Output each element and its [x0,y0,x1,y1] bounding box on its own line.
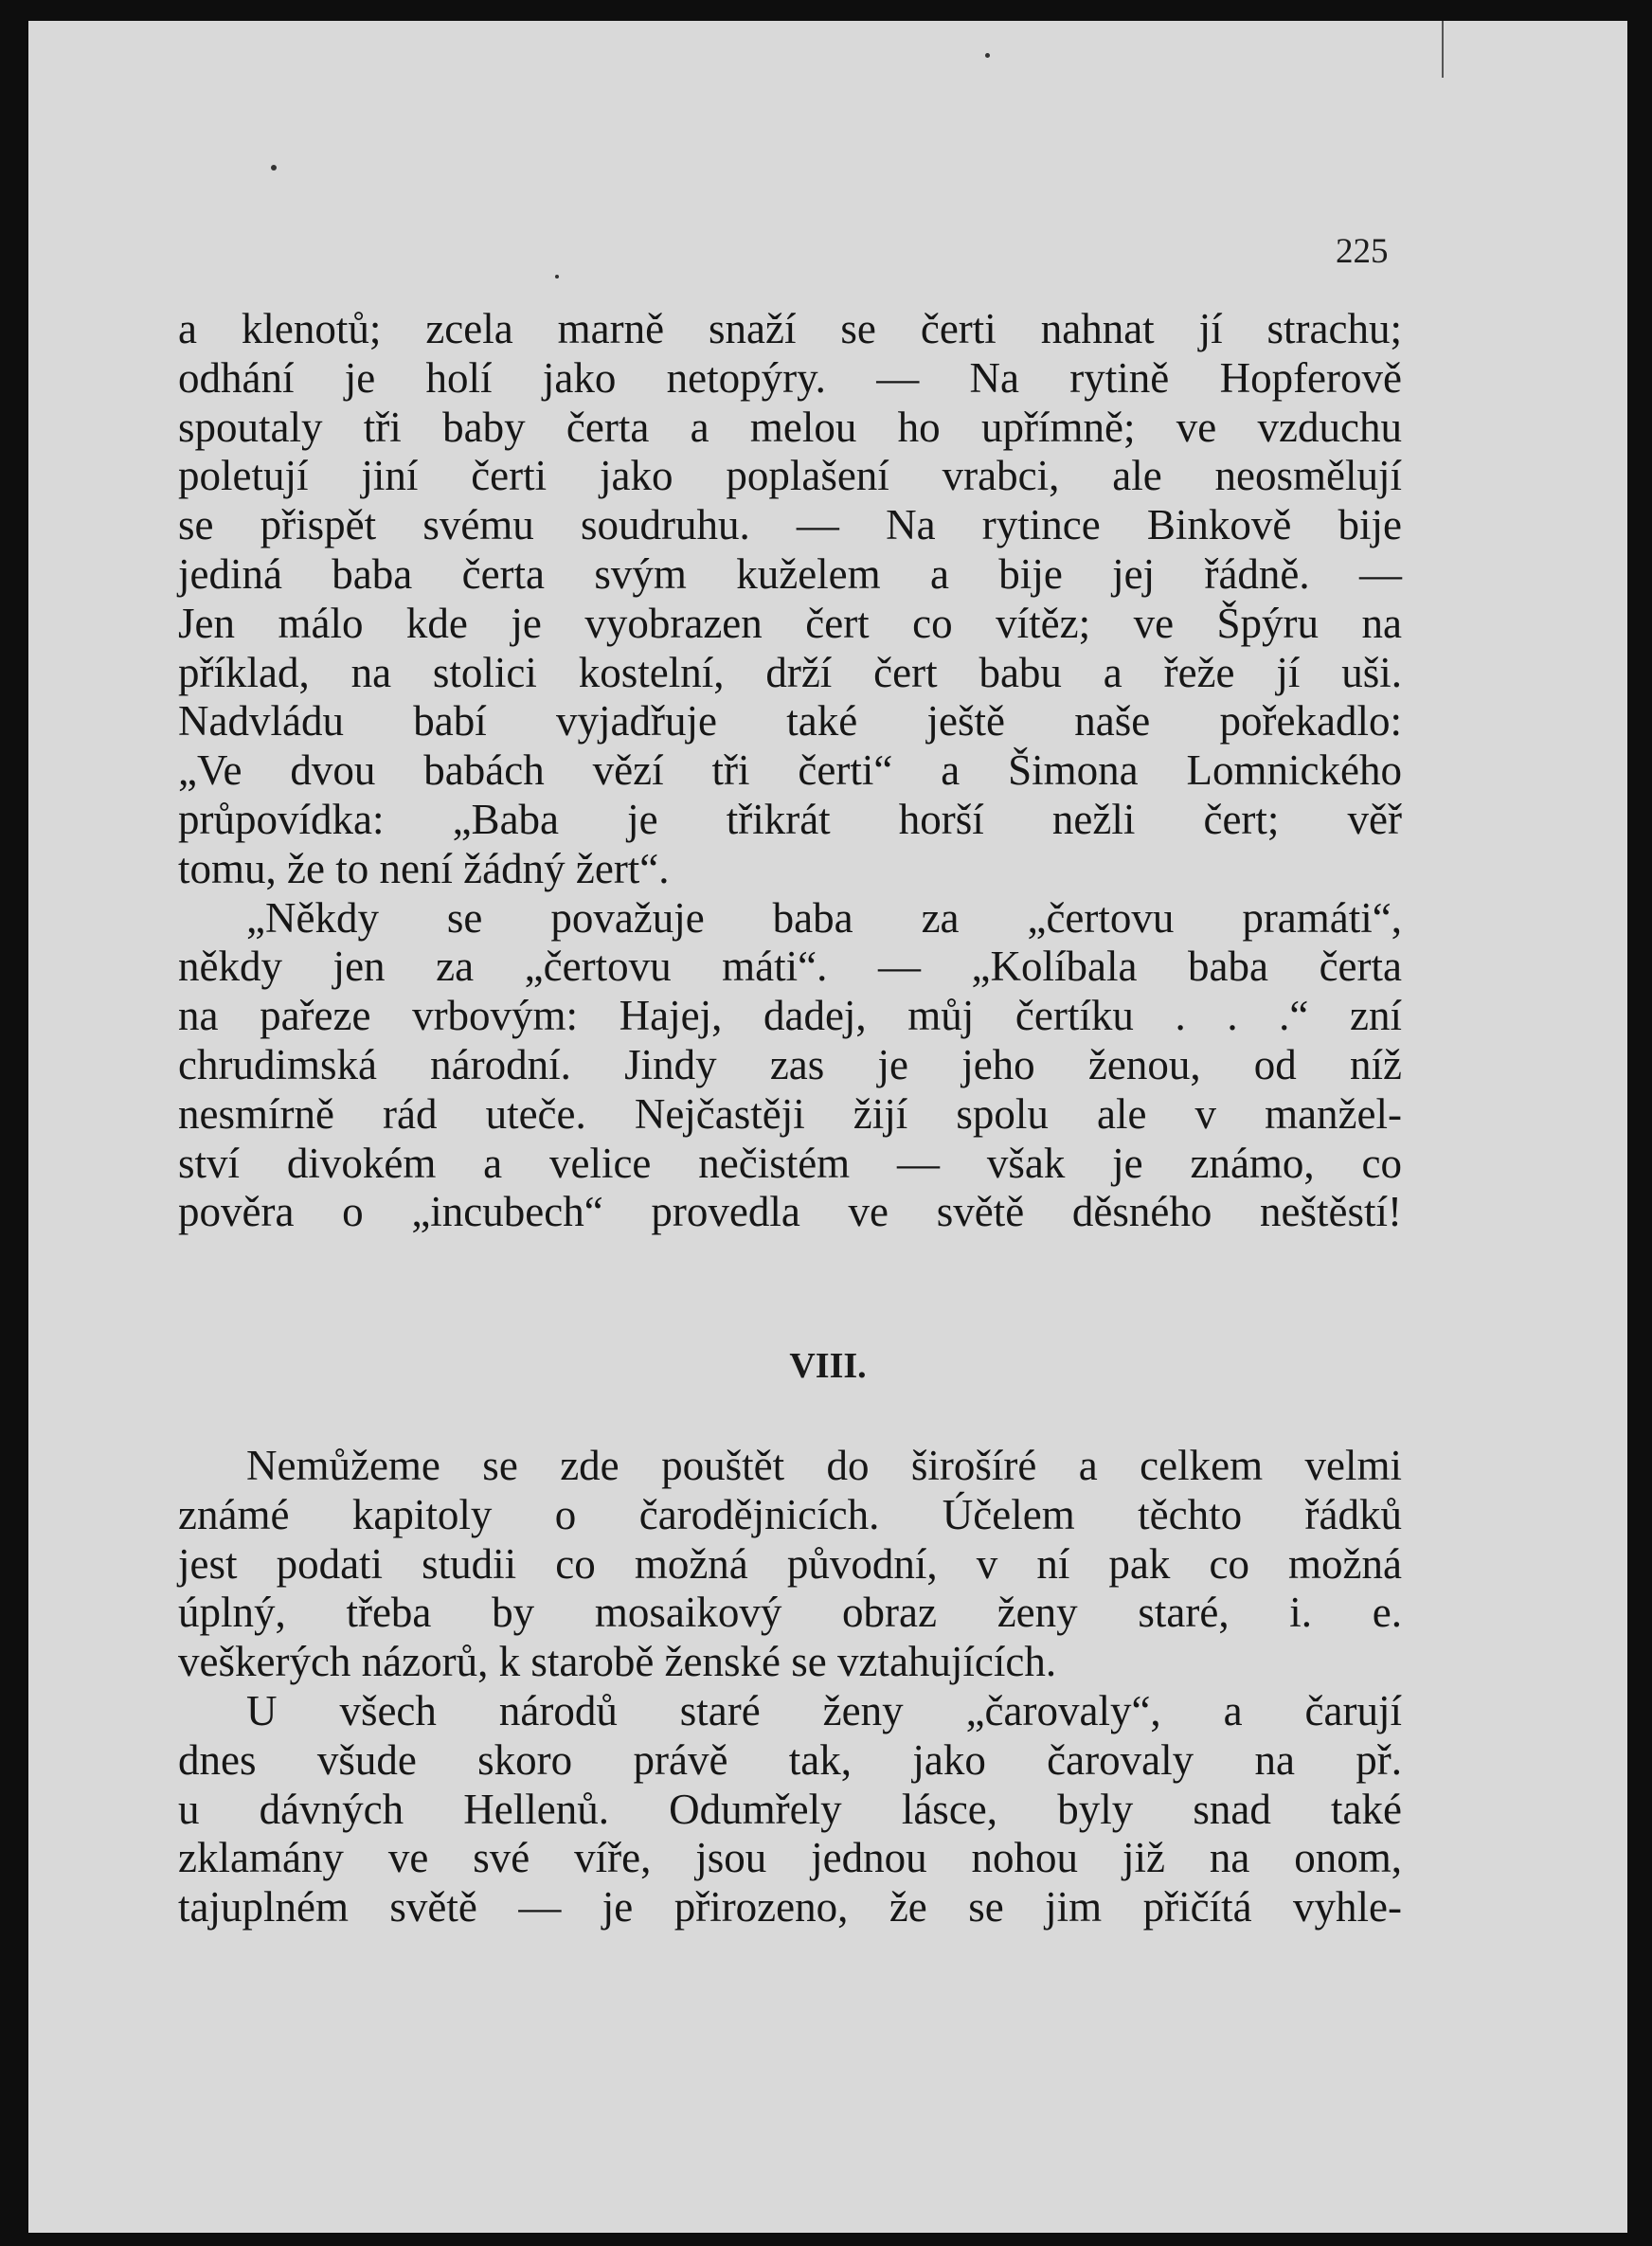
text-line: poletují jiní čerti jako poplašení vrabci, ale neosmělují [178,452,1402,500]
text-line: Jen málo kde je vyobrazen čert co vítěz; ve Špýru na [178,599,1402,647]
text-line: „Ve dvou babách vězí tři čerti“ a Šimona Lomnického [178,746,1402,795]
text-line: příklad, na stolici kostelní, drží čert babu a řeže jí uši. [178,648,1402,696]
text-line: na pařeze vrbovým: Hajej, dadej, můj čertíku . . .“ zní [178,992,1402,1040]
scan-speck [985,53,990,58]
text-line: spoutaly tři baby čerta a melou ho upřímně; ve vzduchu [178,403,1402,451]
text-line: jest podati studii co možná původní, v ní pak co možná [178,1539,1402,1588]
text-line: Nadvládu babí vyjadřuje také ještě naše pořekadlo: [178,697,1402,746]
text-line: veškerých názorů, k starobě ženské se vztahujících. [178,1638,1057,1686]
text-line: odhání je holí jako netopýry. — Na rytině Hopferově [178,353,1402,402]
text-line: úplný, třeba by mosaikový obraz ženy staré, i. e. [178,1589,1402,1637]
text-line: „Někdy se považuje baba za „čertovu pramáti“, [246,893,1402,942]
text-line: tomu, že to není žádný žert“. [178,844,670,892]
text-line: chrudimská národní. Jindy zas je jeho ženou, od níž [178,1040,1402,1088]
scan-speck [271,165,277,171]
section-heading: VIII. [789,1346,867,1386]
text-block-top [178,305,1402,1237]
text-line: nesmírně rád uteče. Nejčastěji žijí spolu ale v manžel- [178,1089,1402,1138]
text-line: a klenotů; zcela marně snaží se čerti nahnat jí strachu; [178,305,1402,352]
scan-edge-mark [1442,21,1444,78]
text-line: se přispět svému soudruhu. — Na rytince Binkově bije [178,501,1402,549]
text-block-bottom [178,1442,1402,1932]
text-line: průpovídka: „Baba je třikrát horší nežli čert; věř [178,795,1402,843]
text-line: zklamány ve své víře, jsou jednou nohou již na onom, [178,1834,1402,1882]
book-page [28,21,1627,2233]
text-line: U všech národů staré ženy „čarovaly“, a čarují [246,1686,1402,1734]
text-line: dnes všude skoro právě tak, jako čarovaly na př. [178,1735,1402,1784]
scan-speck [555,275,559,279]
text-line: u dávných Hellenů. Odumřely lásce, byly snad také [178,1785,1402,1833]
text-line: pověra o „incubech“ provedla ve světě děsného neštěstí! [178,1188,1402,1236]
page-number: 225 [1336,232,1389,271]
text-line: ství divokém a velice nečistém — však je známo, co [178,1139,1402,1187]
text-line: známé kapitoly o čarodějnicích. Účelem těchto řádků [178,1490,1402,1538]
text-line: Nemůžeme se zde pouštět do širošíré a celkem velmi [246,1442,1402,1489]
text-line: jediná baba čerta svým kuželem a bije jej řádně. — [178,549,1402,598]
text-line: tajuplném světě — je přirozeno, že se jim přičítá vyhle- [178,1883,1402,1932]
text-line: někdy jen za „čertovu máti“. — „Kolíbala baba čerta [178,943,1402,991]
